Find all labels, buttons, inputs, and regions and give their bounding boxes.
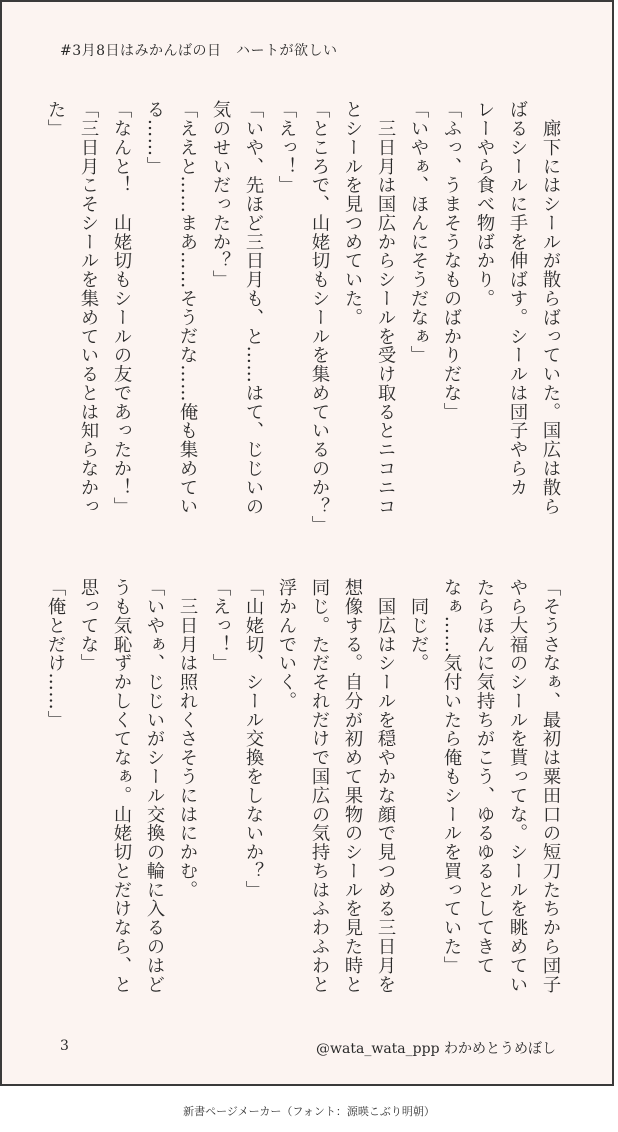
text-line: 「そうさなぁ、最初は粟田口の短刀たちから団子 bbox=[540, 578, 561, 994]
text-line: 思ってな」 bbox=[78, 578, 99, 673]
text-line: なぁ……気付いたら俺もシールを買っていた」 bbox=[441, 578, 462, 975]
text-line: 「えっ！」 bbox=[276, 100, 297, 195]
text-line: 「俺とだけ……」 bbox=[45, 578, 66, 730]
text-line: 三日月は照れくさそうにはにかむ。 bbox=[177, 578, 198, 900]
text-line: 「なんと！ 山姥切もシールの友であったか！」 bbox=[111, 100, 132, 516]
text-line: 「ところで、山姥切もシールを集めているのか？」 bbox=[309, 100, 330, 535]
text-line: 「ええと……まあ……そうだな……俺も集めてい bbox=[177, 100, 198, 516]
text-line: 同じだ。 bbox=[408, 578, 429, 673]
text-block-bottom bbox=[39, 578, 567, 1018]
text-line: たらほんに気持ちがこう、ゆるゆるとしてきて bbox=[474, 578, 495, 975]
text-line: 「いやぁ、ほんにそうだなぁ」 bbox=[408, 100, 429, 365]
text-line: とシールを見つめていた。 bbox=[342, 100, 363, 327]
text-line: 「いや、先ほど三日月も、と……はて、じじいの bbox=[243, 100, 264, 516]
text-line: 廊下にはシールが散らばっていた。国広は散ら bbox=[540, 100, 561, 516]
text-line: 気のせいだったか？」 bbox=[210, 100, 231, 289]
text-line: た」 bbox=[45, 100, 66, 138]
text-line: 国広はシールを穏やかな顔で見つめる三日月を bbox=[375, 578, 396, 994]
text-line: 「えっ！」 bbox=[210, 578, 231, 673]
text-line: 想像する。自分が初めて果物のシールを見た時と bbox=[342, 578, 363, 994]
text-block-top bbox=[39, 100, 567, 540]
page-title: #3月8日はみかんばの日 ハートが欲しい bbox=[60, 43, 338, 59]
text-line: 「ふっ、うまそうなものばかりだな」 bbox=[441, 100, 462, 422]
text-line: 「山姥切、シール交換をしないか？」 bbox=[243, 578, 264, 900]
text-line: レーやら食べ物ばかり。 bbox=[474, 100, 495, 308]
text-line: る……」 bbox=[144, 100, 165, 176]
text-line: やら大福のシールを貰ってな。シールを眺めてい bbox=[507, 578, 528, 994]
text-line: ばるシールに手を伸ばす。シールは団子やらカ bbox=[507, 100, 528, 497]
text-line: 浮かんでいく。 bbox=[276, 578, 297, 711]
text-line: 「三日月こそシールを集めているとは知らなかっ bbox=[78, 100, 99, 516]
text-line: 「いやぁ、じじいがシール交換の輪に入るのはど bbox=[144, 578, 165, 994]
generator-credit: 新書ページメーカー（フォント：源暎こぶり明朝） bbox=[183, 1105, 435, 1118]
text-line: 三日月は国広からシールを受け取るとニコニコ bbox=[375, 100, 396, 516]
page-number: 3 bbox=[60, 1038, 69, 1054]
text-line: うも気恥ずかしくてなぁ。山姥切とだけなら、と bbox=[111, 578, 132, 994]
author-credit: @wata_wata_ppp わかめとうめぼし bbox=[316, 1041, 556, 1057]
text-line: 同じ。ただそれだけで国広の気持ちはふわふわと bbox=[309, 578, 330, 994]
